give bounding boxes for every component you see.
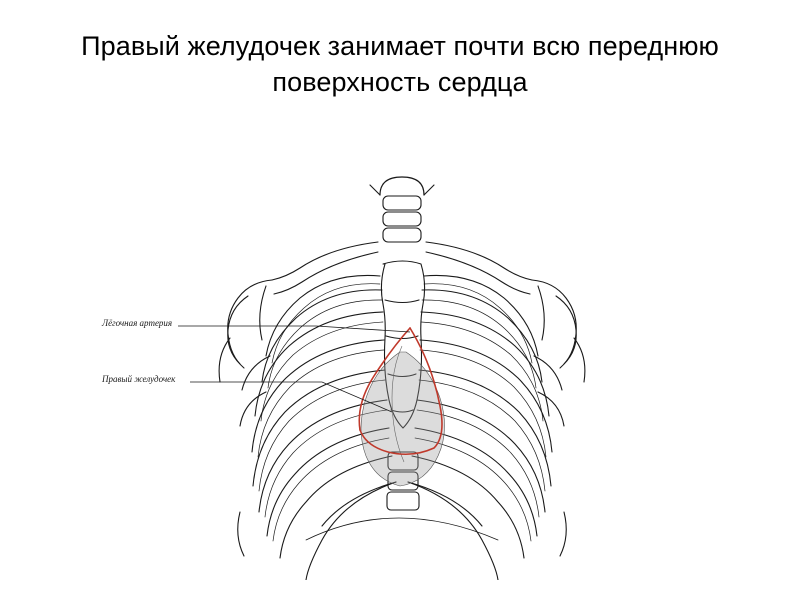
right-shoulder-group: [532, 280, 585, 382]
callout-label-pulmonary-artery: Лёгочная артерия: [102, 318, 173, 328]
page-title: Правый желудочек занимает почти всю переднюю поверхность сердца: [81, 31, 719, 98]
costal-margin-group: [306, 482, 498, 580]
thorax-illustration: [80, 160, 720, 580]
heart-shading-group: [361, 346, 445, 486]
anatomy-figure: [80, 160, 720, 580]
cervical-spine-group: [370, 177, 434, 242]
clavicle-group: [272, 242, 532, 294]
left-shoulder-group: [219, 280, 272, 382]
pelvis-hint-group: [238, 512, 567, 556]
callout-label-right-ventricle: Правый желудочек: [102, 374, 176, 384]
leader-line-pulmonary-artery: [178, 326, 410, 332]
